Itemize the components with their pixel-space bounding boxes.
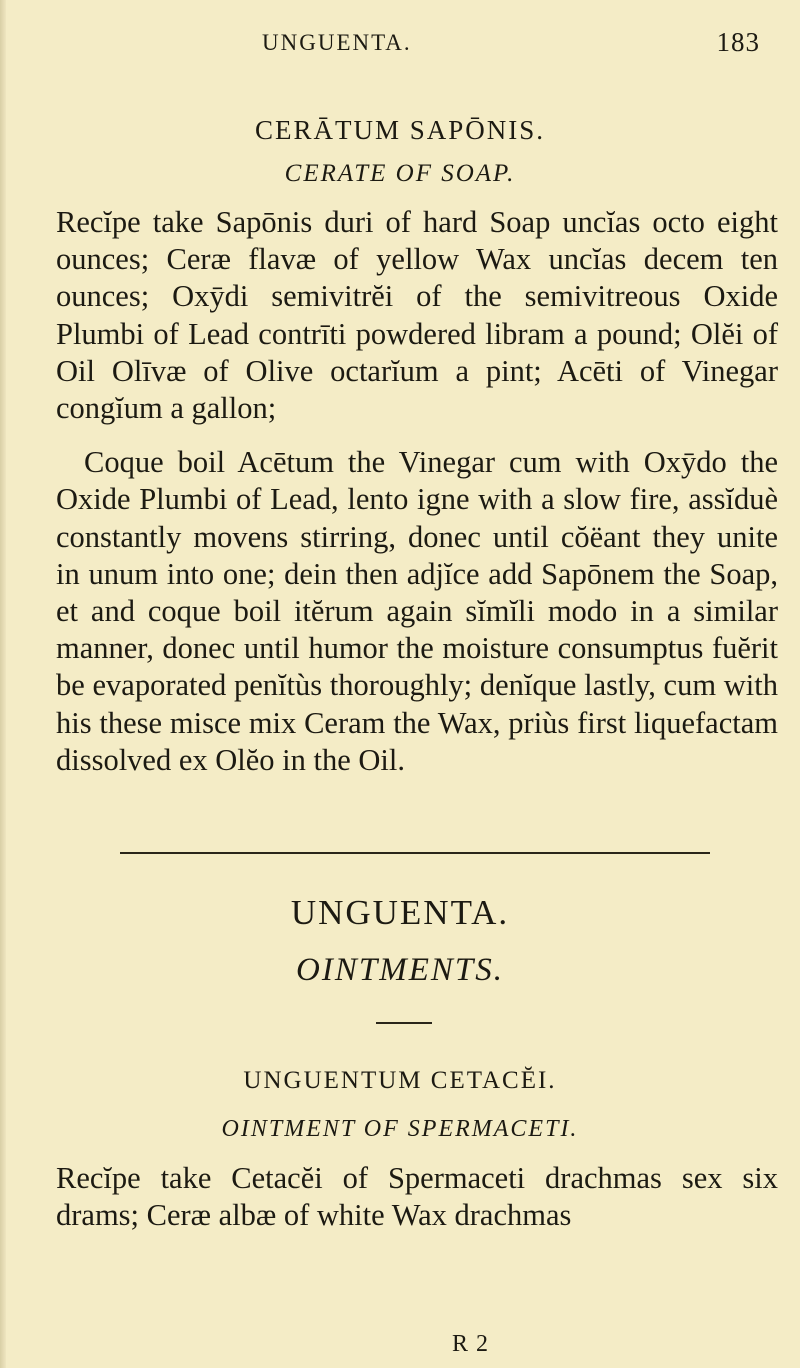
page-spine-shadow bbox=[0, 0, 6, 1368]
cetacei-recipe-text bbox=[56, 1160, 778, 1234]
running-head-title: UNGUENTA. bbox=[262, 30, 412, 55]
section-title-unguenta-latin: UNGUENTA. bbox=[290, 893, 510, 932]
section-title-ceratum-english: CERATE OF SOAP. bbox=[284, 160, 516, 187]
printer-signature-mark: R 2 bbox=[452, 1331, 490, 1357]
ceratum-paragraph-2: Coque boil Acētum the Vinegar cum with Oxȳdo the Oxide Plumbi of Lead, lento igne with a slow fire, assĭduè constantly movens stirring, donec until cŏëant they unite in unum into one; dein then adjĭce add Sapōnem the Soap, et and coque boil itĕrum again sĭmĭli modo in a similar manner, donec until humor the moisture consumptus fuĕrit be evaporated penĭtùs thoroughly; denĭque lastly, cum with his these misce mix Ceram the Wax, priùs first liquefactam dissolved ex Olĕo in the Oil. bbox=[56, 445, 778, 777]
section-divider-rule bbox=[120, 852, 710, 854]
section-title-unguenta-english: OINTMENTS. bbox=[296, 952, 504, 988]
section-title-cetacei-english: OINTMENT OF SPERMACETI. bbox=[221, 1116, 579, 1142]
ceratum-recipe-text bbox=[56, 204, 778, 779]
ceratum-paragraph-1: Recĭpe take Sapōnis duri of hard Soap uncĭas octo eight ounces; Ceræ flavæ of yellow Wax uncĭas decem ten ounces; Oxȳdi semivitrĕi of the semivitreous Oxide Plumbi of Lead contrīti powdered libram a pound; Olĕi of Oil Olīvæ of Olive octarĭum a pint; Acēti of Vinegar congĭum a gallon; bbox=[56, 205, 778, 426]
section-title-ceratum-latin: CERĀTUM SAPŌNIS. bbox=[254, 115, 546, 145]
cetacei-paragraph-1: Recĭpe take Cetacĕi of Spermaceti drachmas sex six drams; Ceræ albæ of white Wax drachmas bbox=[56, 1161, 778, 1233]
section-title-cetacei-latin: UNGUENTUM CETACĔI. bbox=[243, 1067, 557, 1094]
short-divider-rule bbox=[376, 1022, 432, 1024]
page-number: 183 bbox=[716, 27, 760, 57]
